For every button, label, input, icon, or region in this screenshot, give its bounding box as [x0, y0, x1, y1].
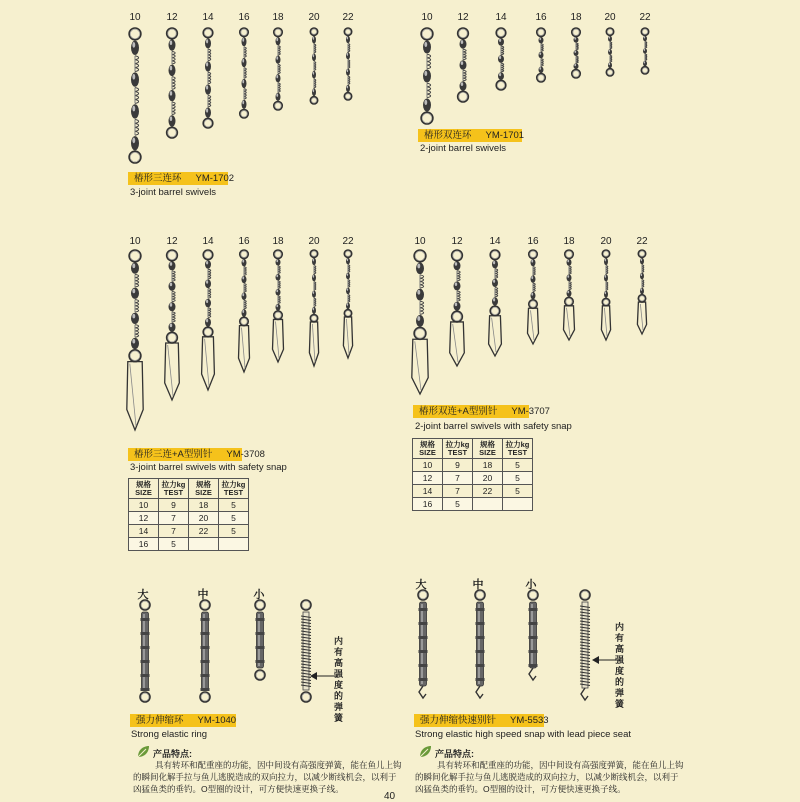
swivel-with-snap — [528, 250, 539, 344]
product-tag — [128, 172, 235, 185]
swivel-with-snap — [450, 250, 465, 366]
size-label: 18 — [570, 12, 582, 23]
product-description: 3-joint barrel swivels — [130, 187, 217, 198]
leaf-icon — [136, 745, 150, 759]
tag-code: YM-5533 — [510, 715, 549, 726]
swivel-with-snap — [239, 250, 250, 372]
header-test: 拉力kg TEST — [443, 439, 473, 459]
size-label: 22 — [639, 12, 651, 23]
size-label: 20 — [600, 236, 612, 247]
table-row: 14 7 22 5 — [413, 485, 533, 498]
size-label: 16 — [238, 236, 250, 247]
size-label: 18 — [272, 236, 284, 247]
size-label: 10 — [129, 236, 141, 247]
elastic-connector — [255, 600, 265, 680]
swivel-with-snap — [309, 250, 318, 366]
size-label: 14 — [489, 236, 501, 247]
size-label: 22 — [342, 236, 354, 247]
barrel-swivel — [240, 28, 249, 118]
header-size: 规格 SIZE — [129, 479, 159, 499]
table-row: 16 5 — [129, 538, 249, 551]
size-label: 12 — [166, 236, 178, 247]
swivel-with-snap — [564, 250, 575, 340]
barrel-swivel — [203, 28, 213, 128]
table-row: 14 7 22 5 — [129, 525, 249, 538]
tag-code: YM-1701 — [485, 130, 525, 141]
tag-cn-label: 椿形三连+A型别针 — [134, 449, 213, 460]
swivel-with-snap — [273, 250, 284, 362]
swivel-with-snap — [165, 250, 180, 400]
size-label: 16 — [527, 236, 539, 247]
tag-cn-label: 椿形双连+A型别针 — [419, 406, 498, 417]
size-label: 18 — [563, 236, 575, 247]
tag-code: YM-1702 — [195, 173, 235, 184]
swivel-with-snap — [412, 250, 428, 394]
elastic-connector — [140, 600, 150, 702]
size-label: 10 — [414, 236, 426, 247]
spring-note: 内有高强度的弹簧 — [333, 636, 343, 723]
product-description: 2-joint barrel swivels with safety snap — [415, 421, 572, 432]
size-label: 14 — [202, 236, 214, 247]
tag-cn-label: 强力伸缩环 — [136, 715, 184, 726]
barrel-swivel — [274, 28, 283, 110]
product-tag — [128, 448, 265, 461]
size-medium-label: 中 — [472, 579, 484, 591]
features-body: 具有转环和配重座的功能，因中间设有高强度弹簧，能在鱼儿上钩的瞬间化解手拉与鱼儿逃脱造成的双向拉力，以减少断线机会，以利于凶猛鱼类的垂钓。O型圈的设计，可方便快速更换子线。 — [133, 760, 402, 794]
product-description: 3-joint barrel swivels with safety snap — [130, 462, 287, 473]
size-medium-label: 中 — [197, 589, 209, 601]
product-tag — [414, 714, 549, 727]
size-label: 10 — [129, 12, 141, 23]
size-label: 14 — [202, 12, 214, 23]
elastic-connector — [528, 590, 538, 680]
header-size: 规格 SIZE — [413, 439, 443, 459]
size-large-label: 大 — [137, 589, 149, 601]
size-label: 12 — [457, 12, 469, 23]
barrel-swivel — [167, 28, 178, 138]
features-title: 产品特点: — [153, 749, 192, 759]
barrel-swivel — [496, 28, 506, 90]
table-row: 16 5 — [413, 498, 533, 511]
product-tag — [130, 714, 236, 727]
spring-note: 内有高强度的弹簧 — [614, 622, 624, 709]
swivel-with-snap — [601, 250, 610, 340]
barrel-swivel — [344, 28, 351, 100]
header-size: 规格 SIZE — [189, 479, 219, 499]
size-large-label: 大 — [415, 579, 427, 591]
product-tag — [418, 129, 525, 142]
barrel-swivel — [572, 28, 581, 78]
elastic-connector — [580, 590, 590, 700]
elastic-connector — [200, 600, 210, 702]
tag-code: YM-3707 — [511, 406, 550, 417]
spec-table — [128, 478, 249, 551]
barrel-swivel — [606, 28, 613, 76]
size-label: 16 — [238, 12, 250, 23]
barrel-swivel — [421, 28, 433, 124]
header-test: 拉力kg TEST — [503, 439, 533, 459]
tag-code: YM-1040 — [197, 715, 237, 726]
product-description: 2-joint barrel swivels — [420, 143, 507, 154]
table-row: 12 7 20 5 — [413, 472, 533, 485]
swivel-with-snap — [489, 250, 502, 356]
size-label: 14 — [495, 12, 507, 23]
header-test: 拉力kg TEST — [159, 479, 189, 499]
tag-code: YM-3708 — [226, 449, 265, 460]
size-small-label: 小 — [525, 579, 537, 591]
elastic-connector — [301, 600, 311, 702]
table-row: 12 7 20 5 — [129, 512, 249, 525]
size-label: 20 — [308, 236, 320, 247]
size-label: 20 — [604, 12, 616, 23]
size-label: 16 — [535, 12, 547, 23]
table-row: 10 9 18 5 — [413, 459, 533, 472]
size-label: 20 — [308, 12, 320, 23]
tag-cn-label: 强力伸缩快速别针 — [420, 715, 497, 726]
barrel-swivel — [129, 28, 141, 163]
swivel-with-snap — [637, 250, 646, 334]
size-small-label: 小 — [253, 589, 265, 601]
features-title: 产品特点: — [435, 749, 474, 759]
tag-cn-label: 椿形三连环 — [134, 173, 182, 184]
product-tag — [413, 405, 550, 418]
size-label: 22 — [342, 12, 354, 23]
swivel-with-snap — [343, 250, 352, 358]
arrow-icon — [592, 654, 622, 666]
table-row: 10 9 18 5 — [129, 499, 249, 512]
spec-table — [412, 438, 533, 511]
page-number: 40 — [384, 791, 396, 802]
tag-cn-label: 椿形双连环 — [424, 130, 472, 141]
size-label: 12 — [451, 236, 463, 247]
header-test: 拉力kg TEST — [219, 479, 249, 499]
barrel-swivel — [310, 28, 317, 104]
product-description: Strong elastic high speed snap with lead piece seat — [415, 729, 631, 740]
leaf-icon — [418, 745, 432, 759]
features-body: 具有转环和配重座的功能，因中间设有高强度弹簧，能在鱼儿上钩的瞬间化解手拉与鱼儿逃脱造成的双向拉力，以减少断线机会，以利于凶猛鱼类的垂钓。O型圈的设计，可方便快速更换子线。 — [415, 760, 684, 794]
size-label: 10 — [421, 12, 433, 23]
swivel-with-snap — [127, 250, 143, 430]
elastic-connector — [418, 590, 428, 698]
size-label: 22 — [636, 236, 648, 247]
elastic-snap-image — [0, 0, 1, 1]
size-label: 12 — [166, 12, 178, 23]
size-label: 18 — [272, 12, 284, 23]
barrel-swivel — [458, 28, 469, 102]
elastic-connector — [475, 590, 485, 698]
barrel-swivel — [537, 28, 546, 82]
barrel-swivel — [641, 28, 648, 74]
swivel-with-snap — [202, 250, 215, 390]
header-size: 规格 SIZE — [473, 439, 503, 459]
product-description: Strong elastic ring — [131, 729, 208, 740]
arrow-icon — [310, 670, 340, 682]
